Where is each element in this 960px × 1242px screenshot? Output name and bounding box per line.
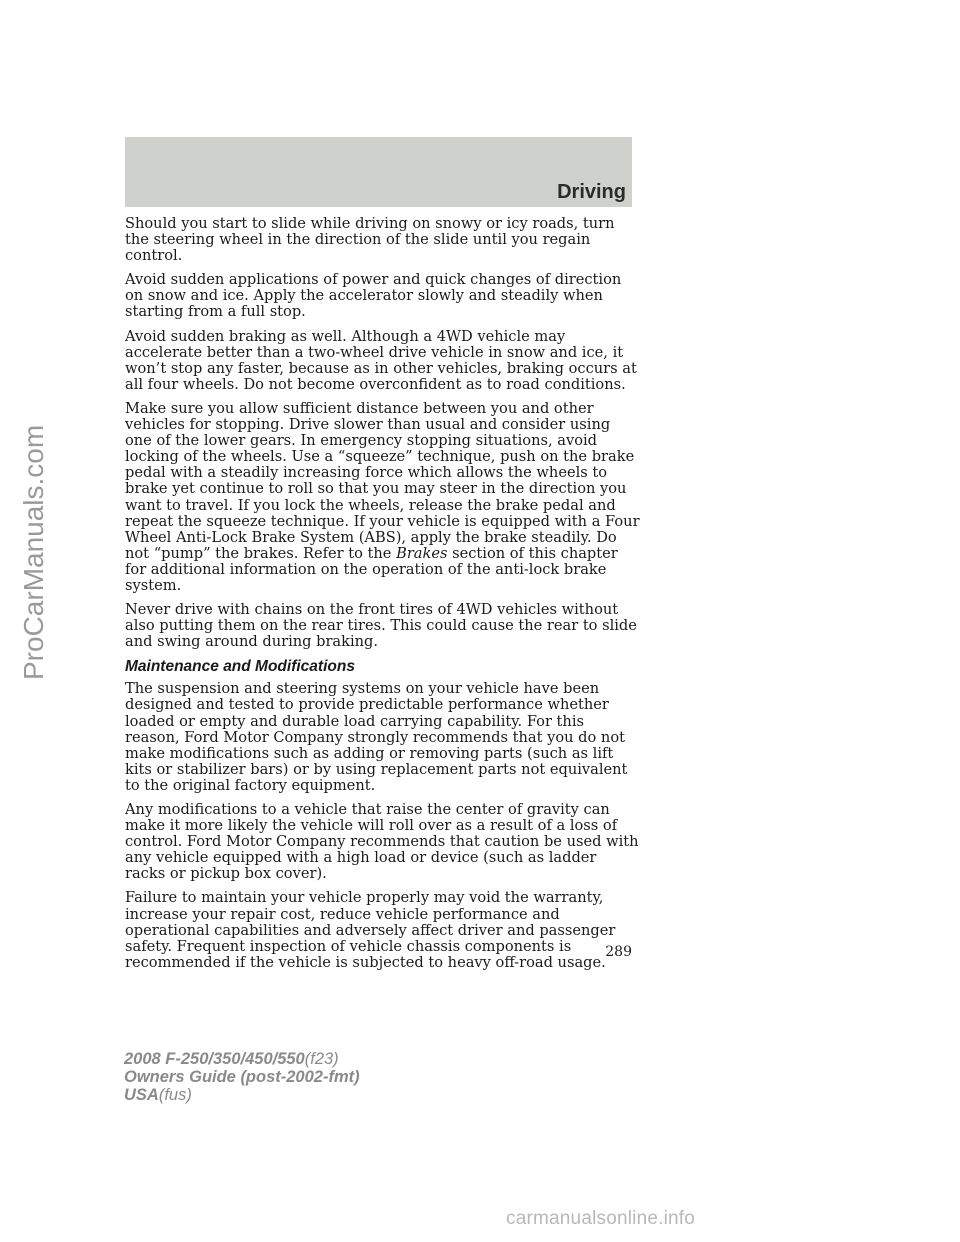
paragraph-suspension: The suspension and steering systems on your vehicle have been designed and tested to provide predictable performance whether loaded or empty and durable load carrying capability. For this reason, Ford Motor Company strongly recommends that you do not make modifications such as adding or removing parts (such as lift kits or stabilizer bars) or by using replacement parts not equivalent to the original factory equipment. [125,680,628,794]
paragraph-chains: Never drive with chains on the front tires of 4WD vehicles without also putting them on the rear tires. This could cause the rear to slide and swing around during braking. [125,601,637,651]
subsection-heading: Maintenance and Modifications [125,658,355,676]
paragraph-power: Avoid sudden applications of power and quick changes of direction on snow and ice. Apply the accelerator slowly and steadily when starting from a full stop. [125,271,622,321]
paragraph-modifications: Any modifications to a vehicle that raise the center of gravity can make it more likely the vehicle will roll over as a result of a loss of control. Ford Motor Company recommends that caution be used with any vehicle equipped with a high load or device (such as ladder racks or pickup box cover). [125,801,639,883]
document-footer [124,1050,360,1104]
section-title: Driving [557,181,626,203]
footer-model: 2008 F-250/350/450/550 [124,1050,305,1068]
paragraph-slide: Should you start to slide while driving on snowy or icy roads, turn the steering wheel in the direction of the slide until you regain control. [125,215,615,265]
page-number: 289 [605,944,632,960]
page-content [125,216,640,979]
bottom-watermark: carmanualsonline.info [506,1208,696,1229]
paragraph-stopping-text: Make sure you allow sufficient distance between you and other vehicles for stopping. Drive slower than usual and consider using one of the lower gears. In emergency stopping situations, avoid locking of the wheels. Use a “squeeze” technique, push on the brake pedal with a steadily increasing force which allows the wheels to brake yet continue to roll so that you may steer in the direction you want to travel. If you lock the wheels, release the brake pedal and repeat the squeeze technique. If your vehicle is equipped with a Four Wheel Anti-Lock Brake System (ABS), apply the brake steadily. Do not “pump” the brakes. Refer to the [125,399,640,562]
paragraph-stopping [125,401,640,594]
brakes-reference: Brakes [396,544,448,562]
footer-model-line [124,1050,360,1068]
footer-guide: Owners Guide (post-2002-fmt) [124,1068,360,1086]
footer-model-code: (f23) [304,1050,339,1068]
paragraph-stopping-text-end: section of this chapter for additional information on the operation of the anti-lock brake system. [125,544,618,594]
section-header-band [125,137,632,207]
paragraph-braking: Avoid sudden braking as well. Although a 4WD vehicle may accelerate better than a two-wheel drive vehicle in snow and ice, it won’t stop any faster, because as in other vehicles, braking occurs at all four wheels. Do not become overconfident as to road conditions. [125,327,637,393]
footer-region-code: (fus) [158,1086,192,1104]
footer-region: USA [124,1086,159,1104]
side-watermark: ProCarManuals.com [18,424,49,680]
paragraph-maintenance: Failure to maintain your vehicle properly may void the warranty, increase your repair cost, reduce vehicle performance and operational capabilities and adversely affect driver and passenger safety. Frequent inspection of vehicle chassis components is recommended if the vehicle is subjected to heavy off-road usage. [125,889,616,971]
footer-region-line [124,1086,360,1104]
